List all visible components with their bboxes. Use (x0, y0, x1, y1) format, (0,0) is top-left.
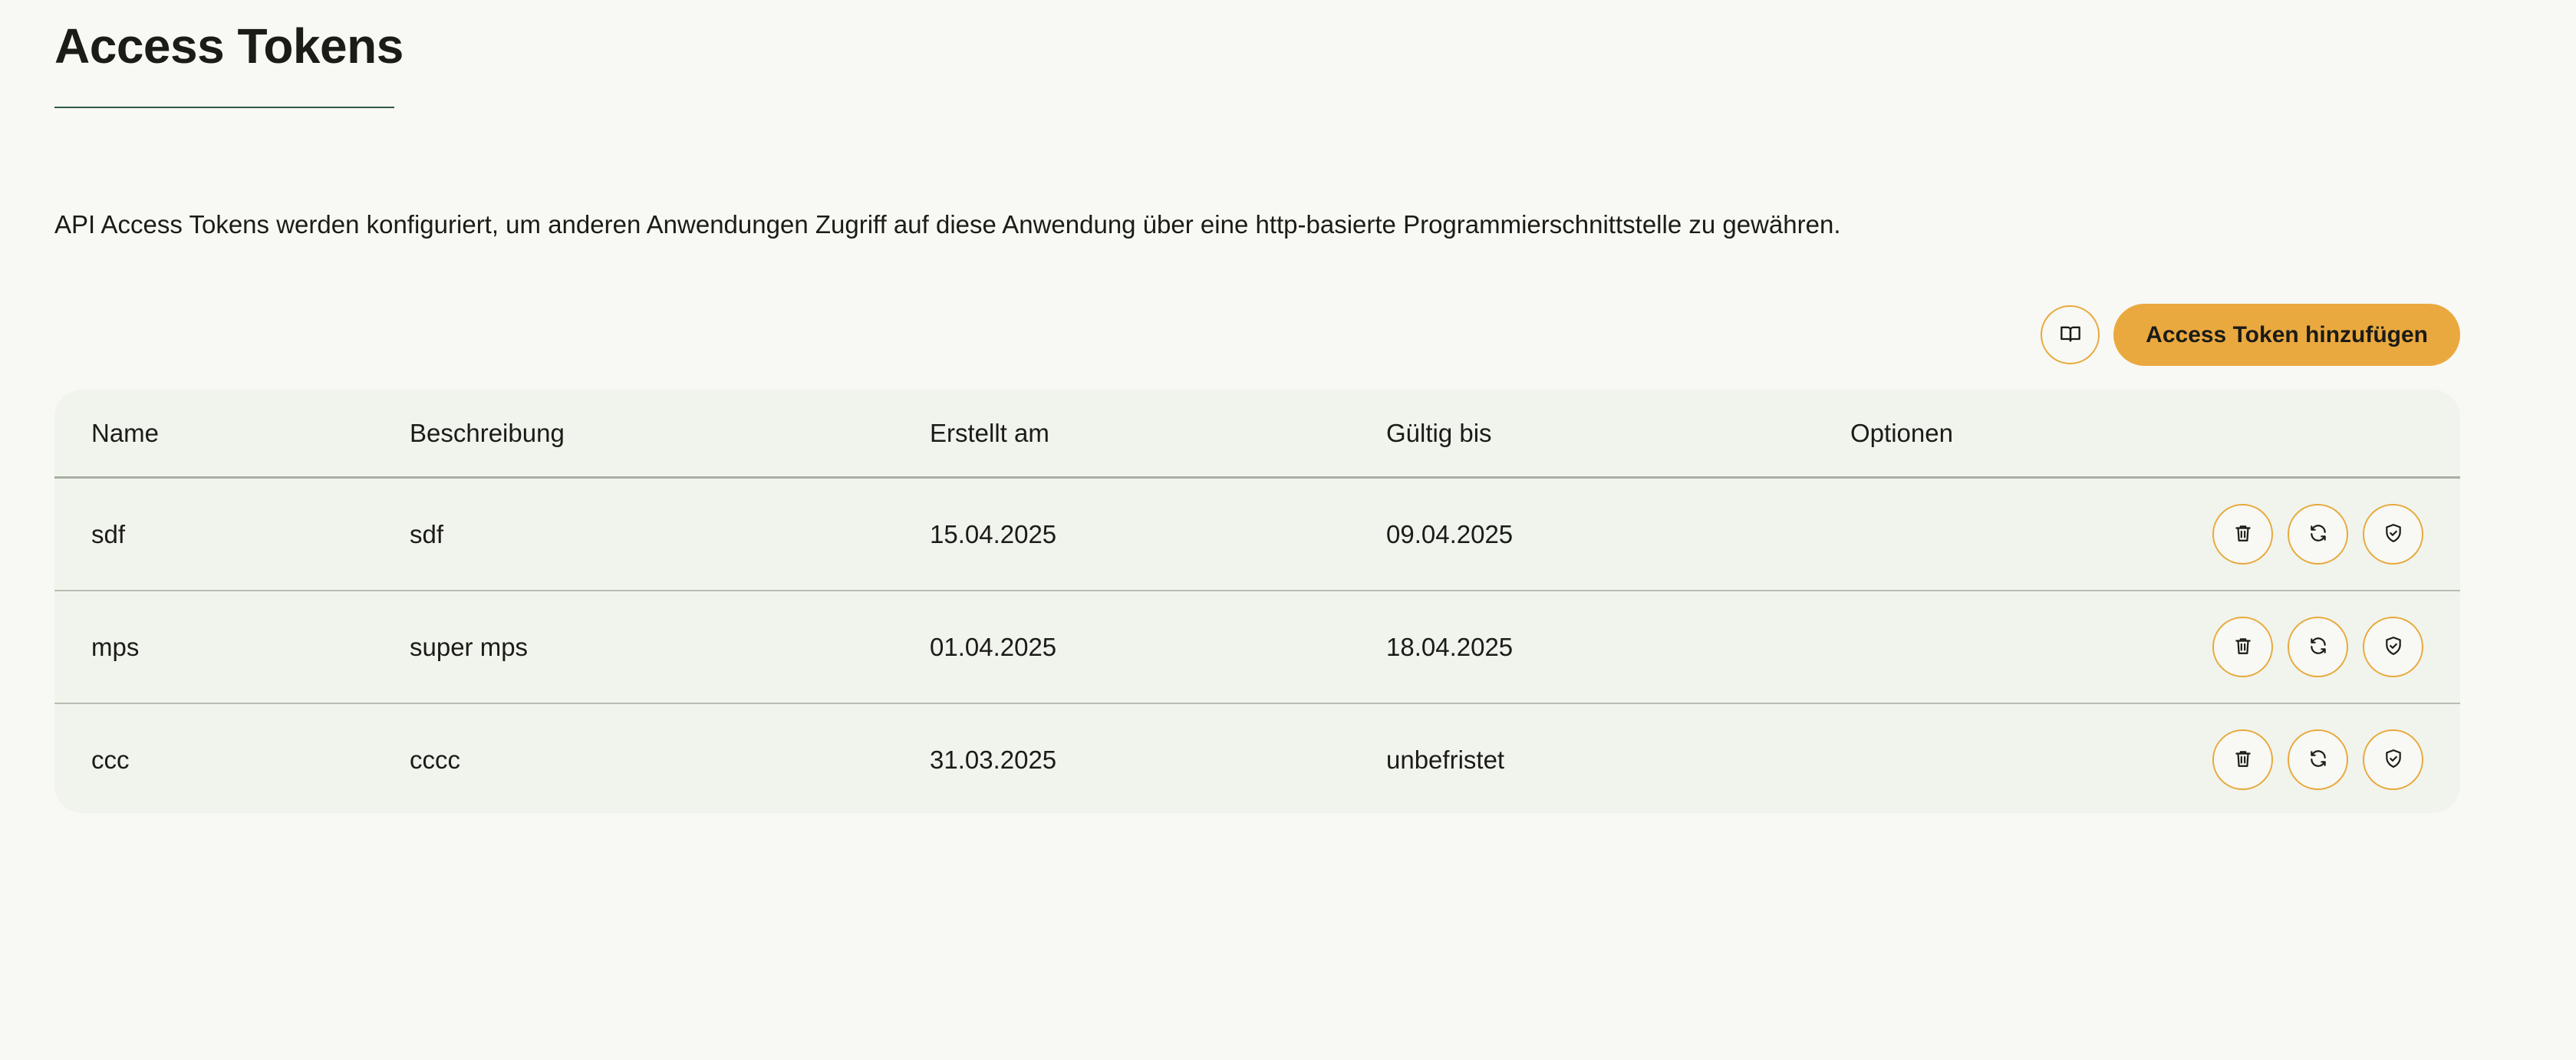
column-header-name: Name (91, 418, 160, 447)
column-header-valid-until: Gültig bis (1386, 418, 1492, 447)
token-description: cccc (410, 745, 460, 774)
column-header-description: Beschreibung (410, 418, 565, 447)
table-row (54, 704, 2460, 813)
column-header-options: Optionen (1850, 418, 1953, 447)
refresh-icon (2308, 523, 2328, 545)
token-permissions-button[interactable] (2363, 729, 2423, 790)
regenerate-token-button[interactable] (2288, 729, 2348, 790)
refresh-icon (2308, 636, 2328, 658)
refresh-icon (2308, 749, 2328, 771)
page-description: API Access Tokens werden konfiguriert, um anderen Anwendungen Zugriff auf diese Anwendung über eine http-basierte Programmierschnittstelle zu gewähren. (54, 210, 1841, 239)
add-access-token-button[interactable]: Access Token hinzufügen (2113, 304, 2460, 366)
shield-check-icon (2383, 523, 2403, 545)
trash-icon (2233, 523, 2253, 545)
table-header (54, 390, 2460, 479)
access-tokens-table (54, 390, 2460, 813)
page-title: Access Tokens (54, 18, 404, 74)
regenerate-token-button[interactable] (2288, 617, 2348, 677)
trash-icon (2233, 749, 2253, 771)
token-name: ccc (91, 745, 130, 774)
token-name: mps (91, 632, 140, 661)
delete-token-button[interactable] (2212, 729, 2273, 790)
token-permissions-button[interactable] (2363, 504, 2423, 565)
shield-check-icon (2383, 749, 2403, 771)
table-row (54, 591, 2460, 704)
token-created: 31.03.2025 (930, 745, 1057, 774)
docs-button[interactable] (2041, 305, 2100, 364)
token-created: 15.04.2025 (930, 519, 1057, 548)
token-name: sdf (91, 519, 126, 548)
token-description: sdf (410, 519, 444, 548)
trash-icon (2233, 636, 2253, 658)
delete-token-button[interactable] (2212, 617, 2273, 677)
token-permissions-button[interactable] (2363, 617, 2423, 677)
table-row (54, 479, 2460, 591)
row-actions (2212, 479, 2423, 590)
toolbar (2041, 304, 2460, 366)
token-valid-until: 09.04.2025 (1386, 519, 1514, 548)
column-header-created: Erstellt am (930, 418, 1049, 447)
title-underline (54, 107, 394, 108)
delete-token-button[interactable] (2212, 504, 2273, 565)
shield-check-icon (2383, 636, 2403, 658)
token-valid-until: 18.04.2025 (1386, 632, 1514, 661)
token-valid-until: unbefristet (1386, 745, 1505, 774)
token-description: super mps (410, 632, 529, 661)
token-created: 01.04.2025 (930, 632, 1057, 661)
row-actions (2212, 704, 2423, 813)
book-open-icon (2060, 323, 2081, 347)
row-actions (2212, 591, 2423, 703)
regenerate-token-button[interactable] (2288, 504, 2348, 565)
